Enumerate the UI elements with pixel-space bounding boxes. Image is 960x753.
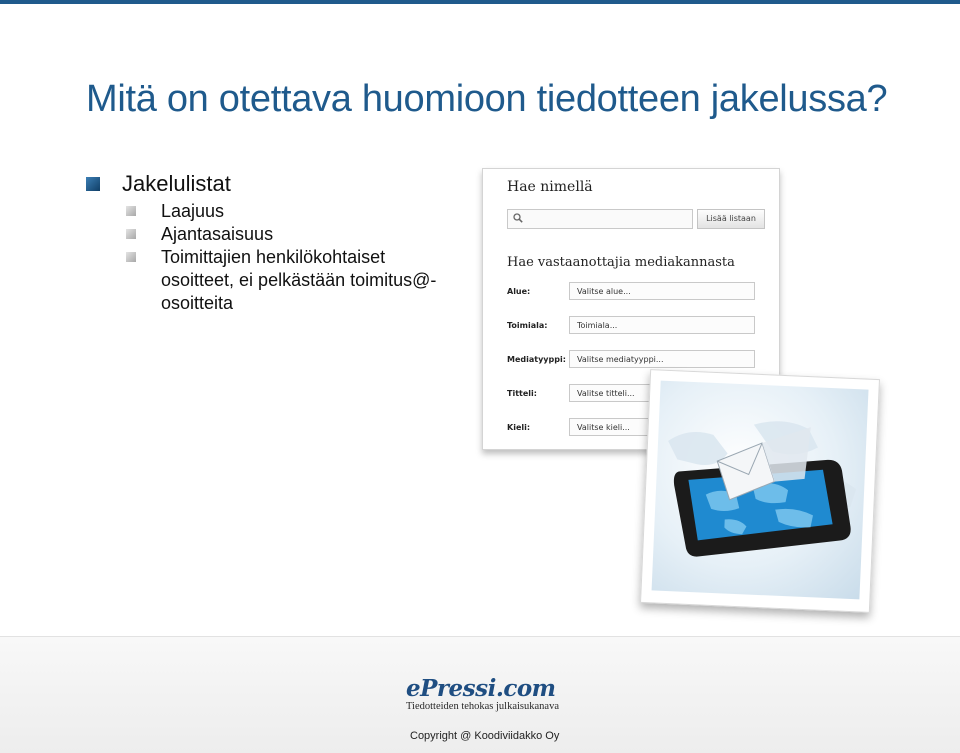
field-row-region [507, 282, 767, 302]
media-database-heading: Hae vastaanottajia mediakannasta [507, 255, 735, 270]
field-row-media-type [507, 350, 767, 370]
sub-bullet-text: Ajantasaisuus [161, 224, 274, 244]
logo-text: ePressi.com [406, 675, 556, 702]
sub-bullet-list [86, 200, 446, 315]
sub-bullet [86, 200, 446, 223]
add-to-list-button[interactable]: Lisää listaan [697, 209, 765, 229]
logo-tagline: Tiedotteiden tehokas julkaisukanava [406, 701, 559, 712]
small-square-bullet-icon [126, 229, 136, 239]
top-accent-bar [0, 0, 960, 4]
job-title-select[interactable]: Valitse titteli... [569, 384, 755, 402]
language-select[interactable]: Valitse kieli... [569, 418, 755, 436]
media-type-select[interactable]: Valitse mediatyyppi... [569, 350, 755, 368]
field-label: Kieli: [507, 423, 531, 432]
field-label: Titteli: [507, 389, 537, 398]
region-select[interactable]: Valitse alue... [569, 282, 755, 300]
search-icon [513, 213, 523, 226]
sub-bullet [86, 246, 446, 315]
field-label: Mediatyyppi: [507, 355, 566, 364]
tablet-illustration [652, 381, 869, 600]
bullet-main [86, 170, 446, 198]
copyright-text: Copyright @ Koodiviidakko Oy [410, 730, 560, 742]
square-bullet-icon [86, 177, 100, 191]
field-label: Toimiala: [507, 321, 548, 330]
field-row-industry [507, 316, 767, 336]
sub-bullet [86, 223, 446, 246]
search-by-name-heading: Hae nimellä [507, 179, 593, 195]
name-search-input[interactable] [507, 209, 693, 229]
industry-select[interactable]: Toimiala... [569, 316, 755, 334]
field-label: Alue: [507, 287, 531, 296]
bullet-main-text: Jakelulistat [122, 171, 231, 196]
epressi-logo [406, 675, 566, 712]
tablet-photo-card [640, 369, 880, 613]
bullet-list [86, 170, 446, 315]
slide-title: Mitä on otettava huomioon tiedotteen jakelussa? [86, 78, 888, 120]
sub-bullet-text: Laajuus [161, 201, 225, 221]
sub-bullet-text: Toimittajien henkilökohtaiset osoitteet, ei pelkästään toimitus@-osoitteita [161, 247, 437, 313]
small-square-bullet-icon [126, 206, 136, 216]
small-square-bullet-icon [126, 252, 136, 262]
